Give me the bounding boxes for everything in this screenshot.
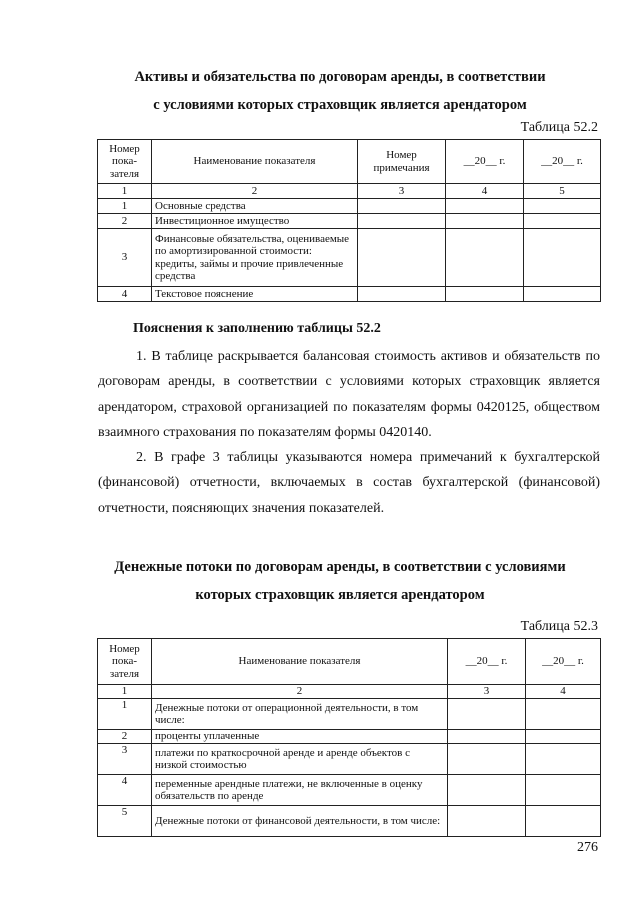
empty-cell (524, 287, 601, 302)
header-period1: __20__ г. (446, 140, 524, 184)
section2-title-line2: которых страховщик является арендатором (195, 587, 485, 603)
empty-cell (526, 806, 601, 837)
explanation-paragraph-2: 2. В графе 3 таблицы указываются номера примечаний к бухгалтерской (финансовой) отчетности, включаемых в состав бухгалтерской (финансовой) отчетности, поясняющих значения показателей. (98, 450, 600, 516)
col-number: 5 (524, 184, 601, 199)
header-num: Номер пока-зателя (98, 140, 152, 184)
empty-cell (446, 214, 524, 229)
header-period2: __20__ г. (524, 140, 601, 184)
table-row (98, 730, 601, 744)
empty-cell (446, 287, 524, 302)
table-row (98, 214, 601, 229)
row-num: 2 (98, 730, 152, 744)
empty-cell (524, 214, 601, 229)
col-number: 1 (98, 184, 152, 199)
empty-cell (448, 806, 526, 837)
table-row (98, 699, 601, 730)
section1-title-line2: с условиями которых страховщик является арендатором (153, 97, 527, 113)
empty-cell (448, 775, 526, 806)
empty-cell (446, 229, 524, 287)
row-name: Денежные потоки от операционной деятельности, в том числе: (152, 699, 448, 730)
row-num: 3 (98, 744, 152, 775)
row-name: Основные средства (152, 199, 358, 214)
table-row (98, 775, 601, 806)
row-name: Денежные потоки от финансовой деятельности, в том числе: (152, 806, 448, 837)
section2-title (60, 553, 620, 609)
empty-cell (526, 730, 601, 744)
row-num: 1 (98, 199, 152, 214)
table-52-2-caption: Таблица 52.2 (520, 120, 598, 135)
empty-cell (526, 744, 601, 775)
col-number: 1 (98, 685, 152, 699)
column-numbers-row (98, 184, 601, 199)
table-row (98, 199, 601, 214)
empty-cell (448, 699, 526, 730)
header-period2: __20__ г. (526, 639, 601, 685)
row-num: 4 (98, 775, 152, 806)
empty-cell (358, 229, 446, 287)
section1-title-line1: Активы и обязательства по договорам аренды, в соответствии (134, 69, 546, 85)
empty-cell (524, 199, 601, 214)
col-number: 3 (448, 685, 526, 699)
header-name: Наименование показателя (152, 639, 448, 685)
table-row (98, 744, 601, 775)
col-number: 3 (358, 184, 446, 199)
table-52-2 (97, 139, 601, 302)
row-name: Текстовое пояснение (152, 287, 358, 302)
row-num: 3 (98, 229, 152, 287)
row-name: Инвестиционное имущество (152, 214, 358, 229)
empty-cell (358, 199, 446, 214)
empty-cell (358, 287, 446, 302)
row-name: проценты уплаченные (152, 730, 448, 744)
table-row (98, 229, 601, 287)
table-row (98, 287, 601, 302)
header-num: Номер пока-зателя (98, 639, 152, 685)
col-number: 4 (446, 184, 524, 199)
empty-cell (526, 699, 601, 730)
row-name: Финансовые обязательства, оцениваемые по амортизированной стоимости: кредиты, займы и прочие привлеченные средства (152, 229, 358, 287)
header-note: Номер примечания (358, 140, 446, 184)
col-number: 2 (152, 184, 358, 199)
section2-title-line1: Денежные потоки по договорам аренды, в соответствии с условиями (114, 559, 566, 575)
empty-cell (526, 775, 601, 806)
empty-cell (446, 199, 524, 214)
empty-cell (448, 730, 526, 744)
empty-cell (448, 744, 526, 775)
column-numbers-row (98, 685, 601, 699)
table-header-row (98, 140, 601, 184)
row-num: 5 (98, 806, 152, 837)
row-name: переменные арендные платежи, не включенные в оценку обязательств по аренде (152, 775, 448, 806)
section1-title (60, 63, 620, 119)
explanations-title: Пояснения к заполнению таблицы 52.2 (133, 321, 381, 336)
table-header-row (98, 639, 601, 685)
row-num: 2 (98, 214, 152, 229)
col-number: 4 (526, 685, 601, 699)
row-num: 4 (98, 287, 152, 302)
table-52-3 (97, 638, 601, 837)
explanation-paragraph-1: 1. В таблице раскрывается балансовая стоимость активов и обязательств по договорам аренды, в соответствии с условиями которых страховщик является арендатором, страховой организацией по показателям формы 0420125, обществом взаимного страхования по показателям формы 0420140. (98, 349, 600, 440)
header-period1: __20__ г. (448, 639, 526, 685)
header-name: Наименование показателя (152, 140, 358, 184)
row-name: платежи по краткосрочной аренде и аренде объектов с низкой стоимостью (152, 744, 448, 775)
row-num: 1 (98, 699, 152, 730)
table-52-3-caption: Таблица 52.3 (520, 619, 598, 634)
empty-cell (358, 214, 446, 229)
explanations-body (98, 344, 600, 521)
table-row (98, 806, 601, 837)
page-number: 276 (577, 840, 598, 855)
col-number: 2 (152, 685, 448, 699)
empty-cell (524, 229, 601, 287)
